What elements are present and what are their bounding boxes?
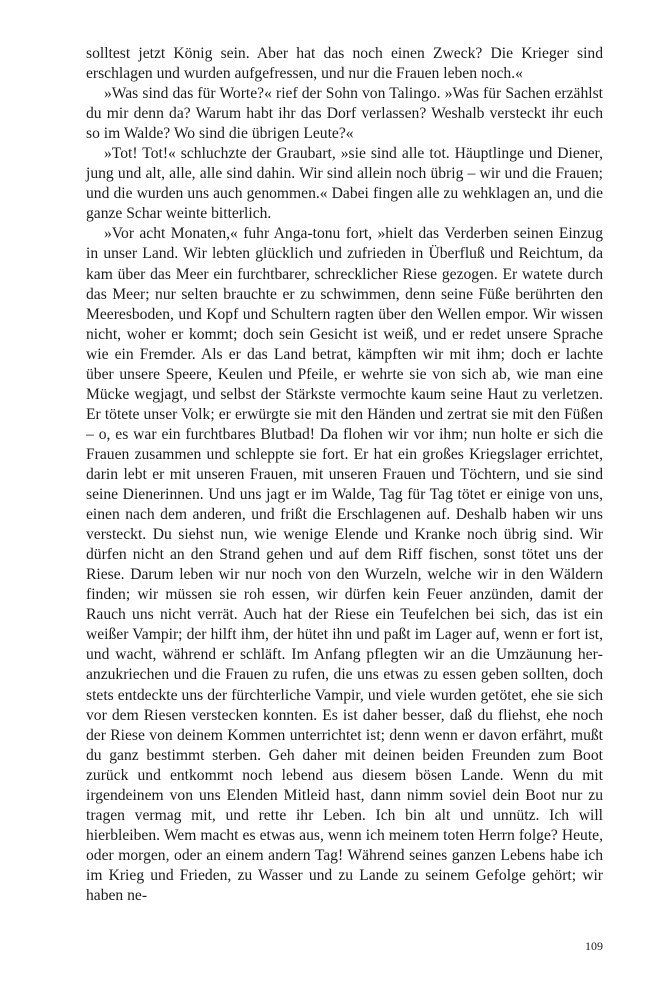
book-page-body: [86, 44, 603, 906]
paragraph-giant-story: »Vor acht Monaten,« fuhr Anga-tonu fort, »hielt das Verderben seinen Einzug in unser Land. Wir lebten glücklich und zufrieden in Überfluß und Reichtum, da kam über das Meer ein furchtbarer, schrecklicher Riese gezogen. Er watete durch das Meer; nur selten brauchte er zu schwimmen, denn seine Füße berührten den Meeresboden, und Kopf und Schultern ragten über den Wellen empor. Wir wissen nicht, woher er kommt; doch sein Gesicht ist weiß, und er redet unsere Sprache wie ein Fremder. Als er das Land betrat, kämpften wir mit ihm; doch er lachte über unsere Speere, Keulen und Pfeile, er wehrte sie von sich ab, wie man eine Mücke wegjagt, und selbst der Stärkste vermochte kaum seine Haut zu verletzen. Er tötete unser Volk; er erwürgte sie mit den Händen und zertrat sie mit den Füßen – o, es war ein furchtbares Blutbad! Da flohen wir vor ihm; nun holte er sich die Frauen zusammen und schleppte sie fort. Er hat ein großes Kriegslager errichtet, darin lebt er mit unseren Frauen, mit unseren Frauen und Töchtern, und sie sind seine Dienerinnen. Und uns jagt er im Walde, Tag für Tag tötet er einige von uns, einen nach dem anderen, und frißt die Erschlagenen auf. Deshalb haben wir uns versteckt. Du siehst nun, wie wenige Elende und Kranke noch übrig sind. Wir dürfen nicht an den Strand gehen und auf dem Riff fischen, sonst tötet uns der Riese. Darum leben wir nur noch von den Wurzeln, welche wir in den Wäldern finden; wir müssen sie roh essen, wir dürfen kein Feuer anzünden, damit der Rauch uns nicht verrät. Auch hat der Riese ein Teufelchen bei sich, das ist ein weißer Vampir; der hilft ihm, der hütet ihn und paßt im Lager auf, wenn er fort ist, und wacht, während er schläft. Im Anfang pflegten wir an die Umzäunung heranzukriechen und die Frauen zu rufen, die uns etwas zu essen geben sollten, doch stets entdeckte uns der fürchterliche Vampir, und viele wurden getötet, ehe sie sich vor dem Riesen verstecken konnten. Es ist daher besser, daß du fliehst, ehe noch der Riese von deinem Kommen unterrichtet ist; denn wenn er davon erfährt, mußt du ganz bestimmt sterben. Geh daher mit deinen beiden Freunden zum Boot zurück und entkommt noch lebend aus diesem bösen Lande. Wenn du mit irgendeinem von uns Elenden Mitleid hast, dann nimm soviel dein Boot nur zu tragen vermag mit, und rette ihr Leben. Ich bin alt und unnütz. Ich will hierbleiben. Wem macht es etwas aus, wenn ich meinem toten Herrn folge? Heute, oder morgen, oder an einem andern Tag! Während seines ganzen Lebens habe ich im Krieg und Frieden, zu Wasser und zu Lande zu seinem Gefolge gehört; wir haben ne-: [86, 225, 603, 904]
page-number: 109: [585, 939, 603, 953]
paragraph-lament: »Tot! Tot!« schluchzte der Graubart, »sie sind alle tot. Häuptlinge und Diener, jung und alt, alle, alle sind dahin. Wir sind allein noch übrig – wir und die Frauen; und die wurden uns auch genommen.« Dabei fingen alle zu wehklagen an, und die ganze Schar weinte bitterlich.: [86, 145, 603, 223]
paragraph-question: »Was sind das für Worte?« rief der Sohn von Talingo. »Was für Sachen erzählst du mir denn da? Warum habt ihr das Dorf verlassen? Weshalb versteckt ihr euch so im Walde? Wo sind die übrigen Leute?«: [86, 85, 603, 143]
paragraph-continuation: solltest jetzt König sein. Aber hat das noch einen Zweck? Die Krieger sind erschlagen und wurden aufgefressen, und nur die Frauen leben noch.«: [86, 45, 603, 83]
